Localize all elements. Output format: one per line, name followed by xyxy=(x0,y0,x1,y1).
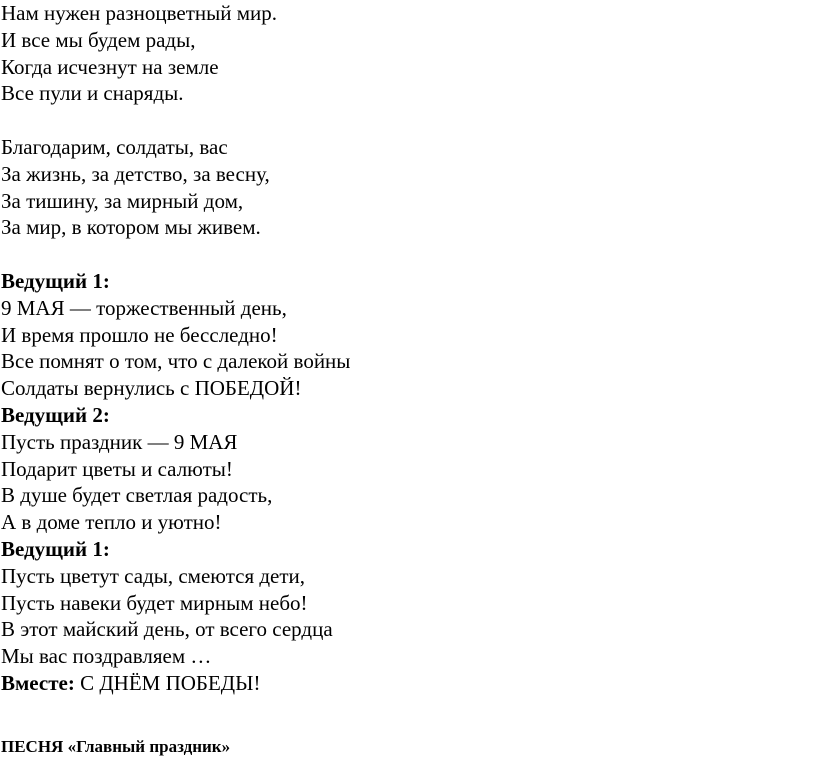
stanza-gap xyxy=(0,107,816,134)
together-speaker-label: Вместе: xyxy=(1,670,75,695)
host-1-part-second xyxy=(0,536,816,670)
verse-line: Благодарим, солдаты, вас xyxy=(1,134,228,159)
stanza-2 xyxy=(0,134,816,241)
verse-line: Когда исчезнут на земле xyxy=(1,54,219,79)
verse-line: Солдаты вернулись с ПОБЕДОЙ! xyxy=(1,376,302,401)
verse-line: Пусть праздник — 9 МАЯ xyxy=(1,429,238,454)
verse-line: В душе будет светлая радость, xyxy=(1,483,273,508)
stanza-1 xyxy=(0,0,816,107)
verse-line: А в доме тепло и уютно! xyxy=(1,510,222,535)
speaker-label: Ведущий 1: xyxy=(1,268,110,293)
verse-line: Мы вас поздравляем … xyxy=(1,644,212,669)
host-2-part xyxy=(0,402,816,536)
verse-line: Пусть навеки будет мирным небо! xyxy=(1,590,308,615)
verse-line: И время прошло не бесследно! xyxy=(1,322,278,347)
verse-line: 9 МАЯ — торжественный день, xyxy=(1,295,287,320)
together-text: С ДНЁМ ПОБЕДЫ! xyxy=(74,670,261,695)
song-title: ПЕСНЯ «Главный праздник» xyxy=(1,737,231,756)
speaker-label: Ведущий 2: xyxy=(1,402,110,427)
host-1-part xyxy=(0,268,816,402)
verse-line: Нам нужен разноцветный мир. xyxy=(1,1,278,25)
verse-line: Все помнят о том, что с далекой войны xyxy=(1,349,351,374)
verse-line: Все пули и снаряды. xyxy=(1,81,184,106)
together-line xyxy=(0,670,816,697)
verse-line: Подарит цветы и салюты! xyxy=(1,456,233,481)
verse-line: В этот майский день, от всего сердца xyxy=(1,617,333,642)
verse-line: Пусть цветут сады, смеются дети, xyxy=(1,563,306,588)
speaker-label: Ведущий 1: xyxy=(1,536,110,561)
verse-line: За жизнь, за детство, за весну, xyxy=(1,161,270,186)
verse-line: За тишину, за мирный дом, xyxy=(1,188,244,213)
verse-line: За мир, в котором мы живем. xyxy=(1,215,261,240)
stanza-gap xyxy=(0,241,816,268)
verse-line: И все мы будем рады, xyxy=(1,27,196,52)
